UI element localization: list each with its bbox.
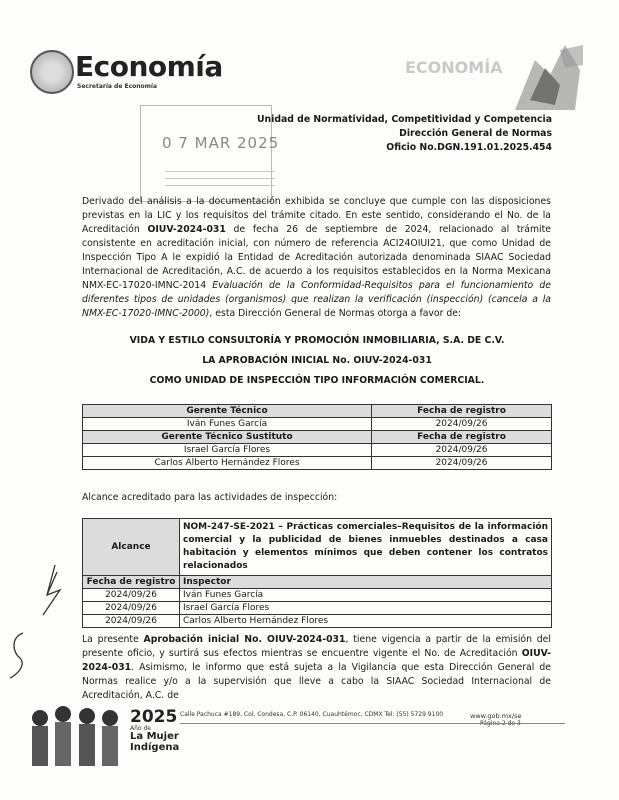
date-cell: 2024/09/26 bbox=[83, 602, 180, 615]
name-cell: Carlos Alberto Hernández Flores bbox=[83, 457, 372, 470]
table-row bbox=[83, 589, 552, 602]
header-cell: Fecha de registro bbox=[372, 405, 552, 418]
indigenous-women-illustration bbox=[25, 700, 125, 770]
name-cell: Iván Funes García bbox=[83, 418, 372, 431]
inspector-cell: Israel García Flores bbox=[180, 602, 552, 615]
direction-name: Dirección General de Normas bbox=[399, 128, 552, 139]
company-name: VIDA Y ESTILO CONSULTORÍA Y PROMOCIÓN INMOBILIARIA, S.A. DE C.V. bbox=[129, 335, 505, 346]
inspector-cell: Carlos Alberto Hernández Flores bbox=[180, 615, 552, 628]
norm-cell: NOM-247-SE-2021 – Prácticas comerciales–Requisitos de la información comercial y la publicidad de bienes inmuebles destinados a casa habitación y elementos mínimos que deben contener los contratos relacionados bbox=[180, 519, 552, 576]
date-cell: 2024/09/26 bbox=[83, 589, 180, 602]
date-cell: 2024/09/26 bbox=[372, 457, 552, 470]
handwritten-mark bbox=[5, 628, 30, 683]
stamp-text-lines bbox=[165, 165, 275, 189]
unit-type-line: COMO UNIDAD DE INSPECCIÓN TIPO INFORMACIÓN COMERCIAL. bbox=[149, 375, 485, 386]
date-cell: 2024/09/26 bbox=[83, 615, 180, 628]
header-cell: Gerente Técnico bbox=[83, 405, 372, 418]
watermark: ECONOMÍA bbox=[405, 58, 503, 77]
date-cell: 2024/09/26 bbox=[372, 418, 552, 431]
approval-line: LA APROBACIÓN INICIAL No. OIUV-2024-031 bbox=[202, 355, 432, 366]
year-theme: La Mujer Indígena bbox=[130, 731, 180, 753]
footer-address: Calle Pachuca #189, Col. Condesa, C.P. 06140, Cuauhtémoc, CDMX Tel: (55) 5729 9100 bbox=[180, 711, 444, 718]
table-header-row bbox=[83, 576, 552, 589]
scope-label: Alcance acreditado para las actividades de inspección: bbox=[82, 492, 338, 503]
handwritten-initial bbox=[35, 560, 70, 620]
stamp-date: 0 7 MAR 2025 bbox=[162, 134, 280, 152]
header-cell: Fecha de registro bbox=[83, 576, 180, 589]
scope-table bbox=[82, 518, 552, 628]
year-2025: 2025 bbox=[130, 707, 178, 727]
scope-header-cell: Alcance bbox=[83, 519, 180, 576]
government-seal-logo bbox=[30, 50, 74, 94]
managers-table bbox=[82, 404, 552, 470]
table-row bbox=[83, 418, 552, 431]
header-cell: Inspector bbox=[180, 576, 552, 589]
header-cell: Fecha de registro bbox=[372, 431, 552, 444]
year-of-label: Año de bbox=[130, 725, 151, 732]
table-row bbox=[83, 519, 552, 576]
name-cell: Israel García Flores bbox=[83, 444, 372, 457]
table-row bbox=[83, 615, 552, 628]
table-row bbox=[83, 457, 552, 470]
footer-website: www.gob.mx/se bbox=[470, 712, 522, 720]
oficio-number: Oficio No.DGN.191.01.2025.454 bbox=[386, 142, 552, 153]
table-row bbox=[83, 444, 552, 457]
intro-paragraph: Derivado del análisis a la documentación exhibida se concluye que cumple con las disposiciones previstas en la LIC y los requisitos del trámite citado. En este sentido, considerando el No. de la Acreditación OIUV-2024-031 de fecha 26 de septiembre de 2024, relacionado al trámite consistente en acreditación inicial, con número de referencia ACI24OIUI21, que como Unidad de Inspección Tipo A le expidió la Entidad de Acreditación autorizada denominada SIAAC Sociedad Internacional de Acreditación, A.C. de acuerdo a los requisitos establecidos en la Norma Mexicana NMX-EC-17020-IMNC-2014 Evaluación de la Conformidad-Requisitos para el funcionamiento de diferentes tipos de unidades (organismos) que realizan la verificación (inspección) (cancela a la NMX-EC-17020-IMNC-2000), esta Dirección General de Normas otorga a favor de: bbox=[82, 196, 552, 319]
inspector-cell: Iván Funes García bbox=[180, 589, 552, 602]
table-row bbox=[83, 602, 552, 615]
table-header-row bbox=[83, 431, 552, 444]
eagle-flag-logo bbox=[505, 40, 585, 115]
footer-divider bbox=[180, 723, 565, 724]
header-cell: Gerente Técnico Sustituto bbox=[83, 431, 372, 444]
date-cell: 2024/09/26 bbox=[372, 444, 552, 457]
unit-name: Unidad de Normatividad, Competitividad y Competencia bbox=[257, 114, 552, 125]
brand-subtitle: Secretaría de Economía bbox=[77, 83, 158, 90]
table-header-row bbox=[83, 405, 552, 418]
closing-paragraph: La presente Aprobación inicial No. OIUV-2024-031, tiene vigencia a partir de la emisión del presente oficio, y surtirá sus efectos mientras se encuentre vigente el No. de Acreditación OIUV-2024-031. Asimismo, le informo que está sujeta a la Vigilancia que esta Dirección General de Normas realice y/o a la supervisión que lleve a cabo la SIAAC Sociedad Internacional de Acreditación, A.C. de bbox=[82, 634, 551, 701]
brand-title: Economía bbox=[75, 50, 223, 83]
